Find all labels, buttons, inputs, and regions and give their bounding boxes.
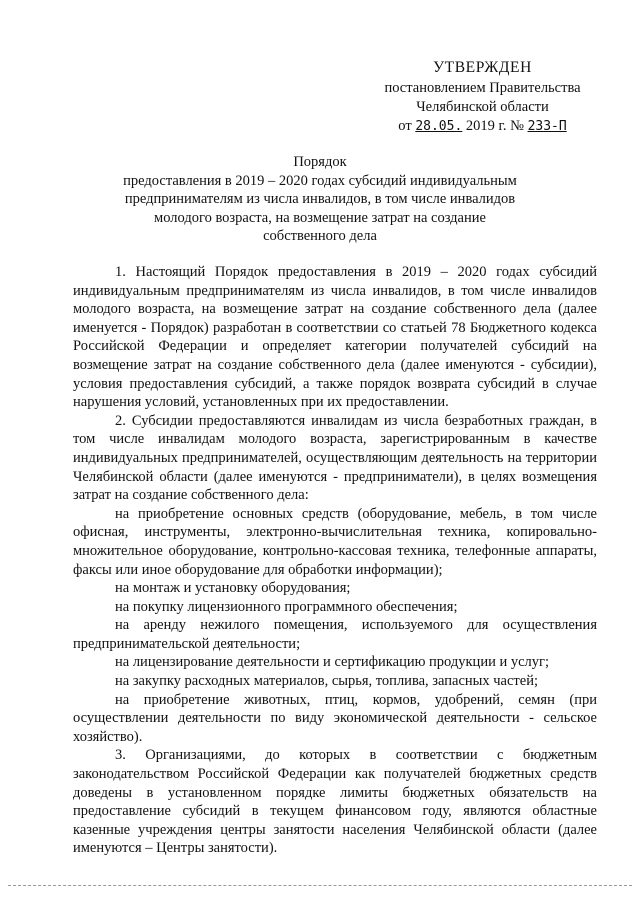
approval-stamp — [375, 58, 590, 136]
document-body — [73, 263, 597, 858]
title-line-3: предпринимателям из числа инвалидов, в том числе инвалидов — [124, 191, 516, 207]
list-item-rent: на аренду нежилого помещения, используемого для осуществления предпринимательской деятельности; — [73, 617, 597, 652]
paragraph-2: 2. Субсидии предоставляются инвалидам из числа безработных граждан, в том числе инвалидам молодого возраста, зарегистрированным в качестве индивидуальных предпринимателей, осуществляющим деятельность на территории Челябинской области (далее именуются - предприниматели), в целях возмещения затрат на создание собственного дела: — [73, 412, 597, 504]
document-title — [90, 153, 550, 246]
date-value: 28.05. — [415, 119, 463, 134]
paragraph-1: 1. Настоящий Порядок предоставления в 2019 – 2020 годах субсидий индивидуальным предпринимателям из числа инвалидов, в том числе инвалидов молодого возраста, на возмещение затрат на создание собственного дела (далее именуется - Порядок) разработан в соответствии со статьей 78 Бюджетного кодекса Российской Федерации и определяет категории получателей субсидий на возмещение затрат на создание собственного дела (далее именуются - субсидии), условия предоставления субсидий, а также порядок возврата субсидий в случае нарушения условий, установленных при их предоставлении. — [73, 264, 597, 411]
list-item-software: на покупку лицензионного программного обеспечения; — [115, 598, 458, 615]
list-item-animals: на приобретение животных, птиц, кормов, удобрений, семян (при осуществлении деятельности по виду экономической деятельности - сельское хозяйство). — [73, 691, 597, 745]
approval-heading: УТВЕРЖДЕН — [433, 59, 532, 76]
title-line-1: Порядок — [293, 154, 347, 170]
paragraph-3: 3. Организациями, до которых в соответствии с бюджетным законодательством Российской Федерации как получателей бюджетных средств доведены в установленном порядке лимиты бюджетных обязательств на предоставление субсидий в текущем финансовом году, являются областные казенные учреждения центры занятости населения Челябинской области (далее именуются – Центры занятости). — [73, 747, 597, 857]
title-line-4: молодого возраста, на возмещение затрат на создание — [154, 209, 486, 226]
page-bottom-divider — [8, 885, 632, 886]
title-line-5: собственного дела — [263, 228, 377, 244]
list-item-installation: на монтаж и установку оборудования; — [115, 580, 351, 597]
resolution-number: 233-П — [527, 119, 567, 134]
list-item-fixed-assets: на приобретение основных средств (оборудование, мебель, в том числе офисная, инструменты, электронно-вычислительная техника, копировально-множительное оборудование, контрольно-кассовая техника, телефонные аппараты, факсы или иное оборудование для обработки информации); — [73, 505, 597, 578]
approval-line-1: постановлением Правительства — [384, 80, 581, 96]
title-line-2: предоставления в 2019 – 2020 годах субсидий индивидуальным — [123, 172, 517, 189]
date-prefix: от — [398, 118, 412, 134]
approval-line-2: Челябинской области — [416, 99, 549, 115]
approval-dateline — [375, 117, 590, 136]
list-item-materials: на закупку расходных материалов, сырья, топлива, запасных частей; — [115, 673, 538, 690]
list-item-licensing: на лицензирование деятельности и сертификацию продукции и услуг; — [115, 654, 549, 671]
year-text: 2019 г. № — [465, 118, 524, 134]
